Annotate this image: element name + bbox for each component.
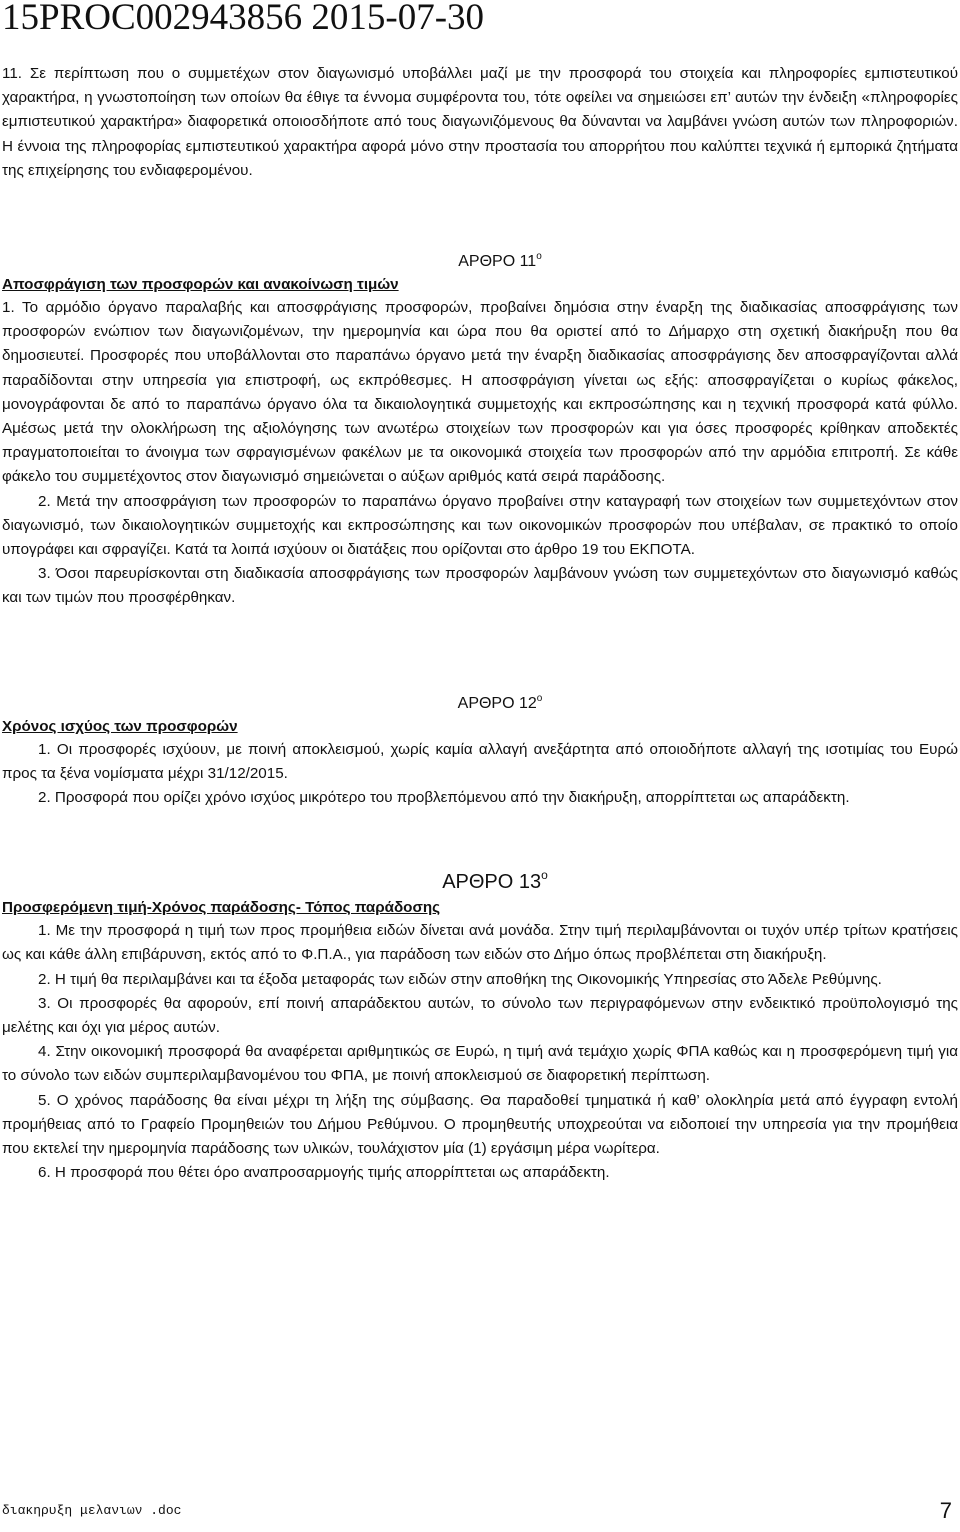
- article-13-paragraph-1: 1. Με την προσφορά η τιμή των προς προμήθεια ειδών δίνεται ανά μονάδα. Στην τιμή περιλαμβάνονται οι τυχόν υπέρ τρίτων κρατήσεις ως και κάθε άλλη επιβάρυνση, εκτός από το Φ.Π.Α., για παράδοση των ειδών στο Δήμο όπως προβλέπεται στη διακήρυξη.: [2, 922, 958, 964]
- footer-filename: διακηρυξη μελανιων .doc: [2, 1503, 182, 1518]
- article-13-title: Προσφερόμενη τιμή-Χρόνος παράδοσης- Τόπος παράδοσης: [2, 899, 441, 917]
- article-13-paragraph-2: 2. Η τιμή θα περιλαμβάνει και τα έξοδα μεταφοράς των ειδών στην αποθήκη της Οικονομικής Υπηρεσίας στο Άδελε Ρεθύμνης.: [38, 970, 882, 988]
- article-11-paragraph-1: 1. Το αρμόδιο όργανο παραλαβής και αποσφράγισης προσφορών, προβαίνει δημόσια στην έναρξη της διαδικασίας αποσφράγισης των προσφορών ενώπιον των διαγωνιζομένων, την ημερομηνία και ώρα που θα οριστεί από το Δήμαρχο στη σχετική διακήρυξη που θα δημοσιευτεί. Προσφορές που υποβάλλονται στο παραπάνω όργανο μετά την έναρξη διαδικασίας αποσφράγισης δεν αποσφραγίζονται αλλά παραδίδονται στην υπηρεσία για επιστροφή, ως εκπρόθεσμες. Η αποσφράγιση γίνεται ως εξής: αποσφραγίζεται ο κυρίως φάκελος, μονογράφονται δε από το παραπάνω όργανο όλα τα δικαιολογητικά συμμετοχής και εκπροσώπησης και η τεχνική προσφορά κατά φύλλο. Αμέσως μετά την ολοκλήρωση της αξιολόγησης των ανωτέρω στοιχείων των προσφορών και για όσες προσφορές κρίθηκαν αποδεκτές πραγματοποιείται το άνοιγμα των σφραγισμένων φακέλων με τα οικονομικά στοιχεία των προσφορών από την αρμόδια επιτροπή. Σε κάθε φάκελο του συμμετέχοντος στον διαγωνισμό σημειώνεται ο αύξων αριθμός κατά σειρά παράδοσης.: [2, 299, 958, 486]
- article-11-heading-text: ΑΡΘΡΟ 11: [458, 253, 537, 271]
- article-11-paragraph-2: 2. Μετά την αποσφράγιση των προσφορών το παραπάνω όργανο προβαίνει στην καταγραφή των στοιχείων των συμμετεχόντων στον διαγωνισμό, των δικαιολογητικών συμμετοχής και εκπροσώπησης και των οικονομικών προσφορών που υπέβαλαν, σε πρακτικό το οποίο υπογράφει και σφραγίζει. Κατά τα λοιπά ισχύουν οι διατάξεις που ορίζονται στο άρθρο 19 του ΕΚΠΟΤΑ.: [2, 492, 958, 559]
- article-12-paragraph-2: 2. Προσφορά που ορίζει χρόνο ισχύος μικρότερο του προβλεπόμενου από την διακήρυξη, απορρίπτεται ως απαράδεκτη.: [38, 789, 850, 807]
- article-13-superscript: ο: [541, 868, 548, 883]
- article-11-superscript: ο: [536, 251, 542, 263]
- article-12-heading: [2, 687, 958, 716]
- article-11-heading: [2, 245, 958, 274]
- article-13-heading-text: ΑΡΘΡΟ 13: [442, 871, 542, 894]
- document-body: [2, 62, 958, 1186]
- article-12-paragraph-1: 1. Οι προσφορές ισχύουν, με ποινή αποκλεισμού, χωρίς καμία αλλαγή ανεξάρτητα από οποιοδήποτε αλλαγή της ισοτιμίας του Ευρώ προς τα ξένα νομίσματα μέχρι 31/12/2015.: [2, 740, 958, 782]
- article-13-paragraph-6: 6. Η προσφορά που θέτει όρο αναπροσαρμογής τιμής απορρίπτεται ως απαράδεκτη.: [38, 1164, 610, 1182]
- paragraph-11: 11. Σε περίπτωση που ο συμμετέχων στον διαγωνισμό υποβάλλει μαζί με την προσφορά του στοιχεία και πληροφορίες εμπιστευτικού χαρακτήρα, η γνωστοποίηση των οποίων θα έθιγε τα έννομα συμφέροντα του, τότε οφείλει να σημειώσει επ’ αυτών την ένδειξη «πληροφορίες εμπιστευτικού χαρακτήρα» διαφορετικά οποιοσδήποτε από τους διαγωνιζόμενους θα δύνανται να λαμβάνει γνώση αυτών των πληροφοριών. Η έννοια της πληροφορίας εμπιστευτικού χαρακτήρα αφορά μόνο στην προστασία του απορρήτου που καλύπτει τεχνικά ή εμπορικά ζητήματα της επιχείρησης του ενδιαφερομένου.: [2, 65, 958, 179]
- document-id: 15PROC002943856 2015-07-30: [2, 0, 485, 38]
- article-12-heading-text: ΑΡΘΡΟ 12: [457, 694, 537, 712]
- article-12-superscript: ο: [536, 692, 543, 704]
- article-12-title: Χρόνος ισχύος των προσφορών: [2, 717, 238, 735]
- page-number: 7: [939, 1498, 952, 1523]
- article-11-paragraph-3: 3. Όσοι παρευρίσκονται στη διαδικασία αποσφράγισης των προσφορών λαμβάνουν γνώση των συμμετεχόντων στο διαγωνισμό καθώς και των τιμών που προσφέρθηκαν.: [2, 565, 958, 607]
- article-11-title: Αποσφράγιση των προσφορών και ανακοίνωση τιμών: [2, 276, 399, 294]
- article-13-heading: [2, 860, 958, 897]
- article-13-paragraph-5: 5. Ο χρόνος παράδοσης θα είναι μέχρι τη λήξη της σύμβασης. Θα παραδοθεί τμηματικά ή καθ’ ολοκληρία μετά από έγγραφη εντολή προμήθειας από το Γραφείο Προμηθειών του Δήμου Ρεθύμνου. Ο προμηθευτής υποχρεούται να ειδοποιεί την υπηρεσία για την προμήθεια που εκτελεί την ημερομηνία παράδοσης των υλικών, τουλάχιστον μία (1) εργάσιμη μέρα νωρίτερα.: [2, 1091, 958, 1158]
- article-13-paragraph-3: 3. Οι προσφορές θα αφορούν, επί ποινή απαράδεκτου αυτών, το σύνολο των περιγραφόμενων στην ενδεικτικό προϋπολογισμό της μελέτης και όχι για μέρος αυτών.: [2, 994, 958, 1037]
- article-13-paragraph-4: 4. Στην οικονομική προσφορά θα αναφέρεται αριθμητικώς σε Ευρώ, η τιμή ανά τεμάχιο χωρίς ΦΠΑ καθώς και η προσφερόμενη τιμή για το σύνολο των ειδών συμπεριλαμβανομένου του ΦΠΑ, με ποινή αποκλεισμού σε διαφορετική περίπτωση.: [2, 1043, 958, 1085]
